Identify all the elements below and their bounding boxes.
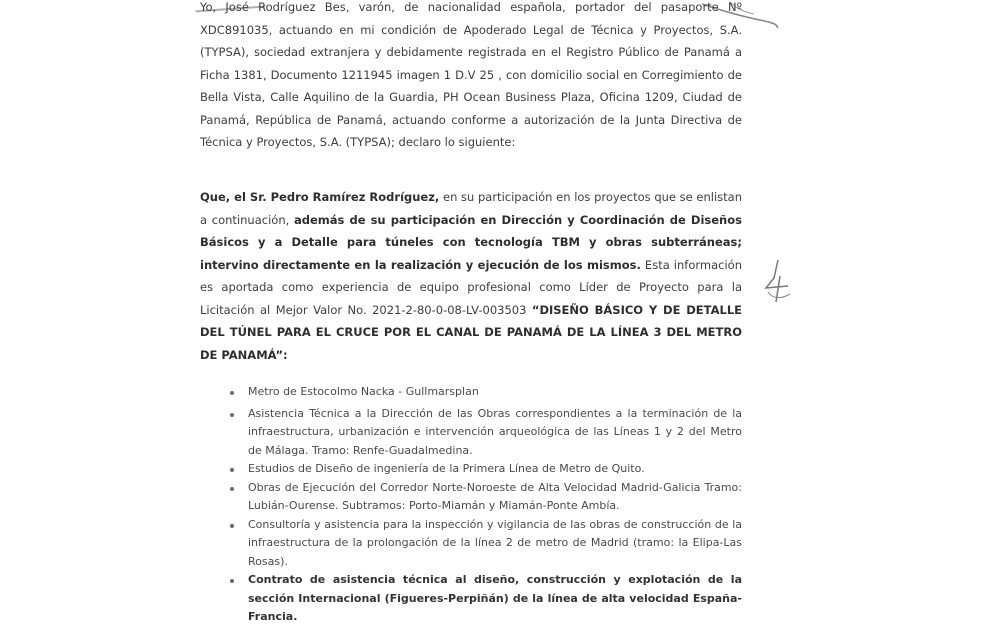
list-item: Estudios de Diseño de ingeniería de la Primera Línea de Metro de Quito. xyxy=(228,460,742,479)
tender-title: “DISEÑO BÁSICO Y DE DETALLE DEL TÚNEL PARA EL CRUCE POR EL CANAL DE PANAMÁ DE LA LÍNEA 3 DEL METRO DE PANAMÁ”: xyxy=(200,302,743,362)
list-item: Obras de Ejecución del Corredor Norte-Noroeste de Alta Velocidad Madrid-Galicia Tramo: Lubián-Ourense. Subtramos: Porto-Miamán y Miamán-Ponte Ambía. xyxy=(228,479,742,516)
declaration-text-b: Esta información es aportada como experiencia de equipo profesional como Líder de Proyecto para la Licitación al Mejor Valor No. 2021-2-80-0-08-LV-003503 xyxy=(200,257,742,317)
initials-mark-right-margin xyxy=(760,258,796,306)
declaration-bold-a: además de su participación en Dirección y Coordinación de Diseños Básicos y a Detalle para túneles con tecnología TBM y obras subterráneas; intervino directamente en la realización y ejecución de los mismos. xyxy=(200,212,742,272)
projects-list xyxy=(228,383,742,627)
declaration-paragraph xyxy=(200,186,742,366)
declaration-subject: Que, el Sr. Pedro Ramírez Rodríguez, xyxy=(200,190,440,204)
list-item: Metro de Estocolmo Nacka - Gullmarsplan xyxy=(228,383,742,402)
list-item: Contrato de asistencia técnica al diseño, construcción y explotación de la sección Internacional (Figueres-Perpiñán) de la línea de alta velocidad España-Francia. xyxy=(228,571,742,627)
declarant-text: Yo, José Rodríguez Bes, varón, de nacionalidad española, portador del pasaporte Nº XDC891035, actuando en mi condición de Apoderado Legal de Técnica y Proyectos, S.A. (TYPSA), sociedad extranjera y debidamente registrada en el Registro Público de Panamá a Ficha 1381, Documento 1211945 imagen 1 D.V 25 , con domicilio social en Corregimiento de Bella Vista, Calle Aquilino de la Guardia, PH Ocean Business Plaza, Oficina 1209, Ciudad de Panamá, República de Panamá, actuando conforme a autorización de la Junta Directiva de Técnica y Proyectos, S.A. (TYPSA); declaro lo siguiente: xyxy=(200,0,742,149)
declarant-paragraph xyxy=(200,0,742,154)
declaration-text-a: en su participación en los proyectos que se enlistan a continuación, xyxy=(200,190,742,227)
list-item: Asistencia Técnica a la Dirección de las Obras correspondientes a la terminación de la infraestructura, urbanización e intervención arqueológica de las Líneas 1 y 2 del Metro de Málaga. Tramo: Renfe-Guadalmedina. xyxy=(228,405,742,461)
list-item: Consultoría y asistencia para la inspección y vigilancia de las obras de construcción de la infraestructura de la prolongación de la línea 2 de metro de Madrid (tramo: la Elipa-Las Rosas). xyxy=(228,516,742,572)
